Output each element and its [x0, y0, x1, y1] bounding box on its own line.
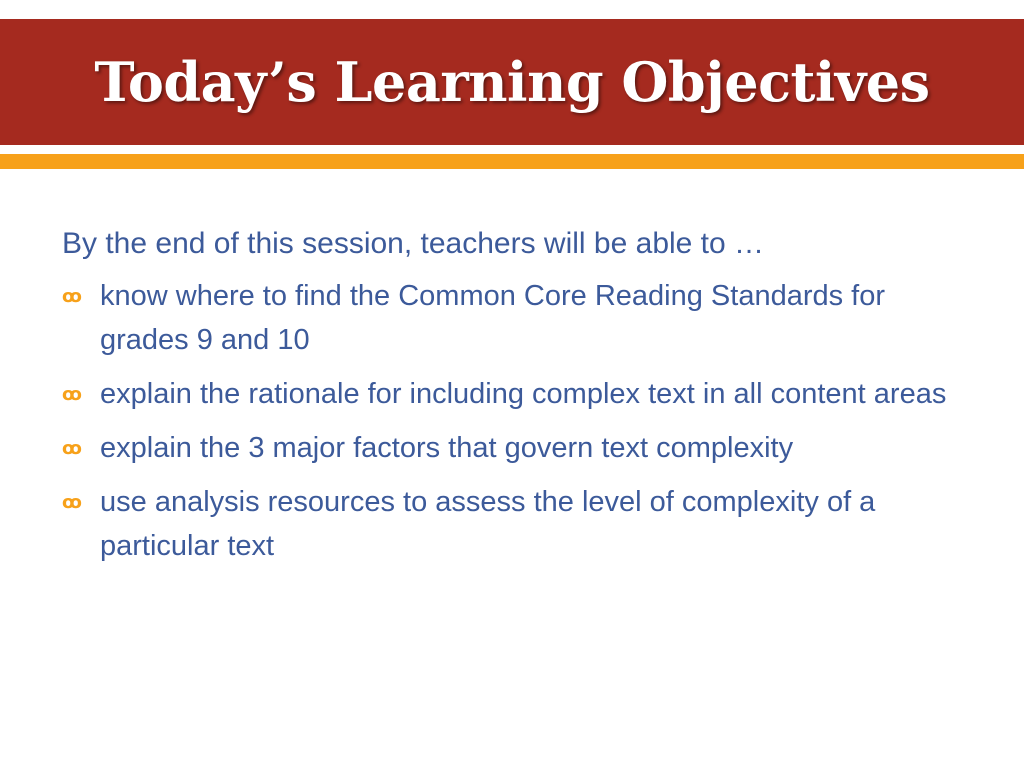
- objective-item: [62, 426, 972, 470]
- objective-item: [62, 480, 972, 568]
- swirl-bullet-icon: ꝏ: [62, 384, 79, 405]
- swirl-bullet-icon: ꝏ: [62, 286, 79, 307]
- intro-text: By the end of this session, teachers will be able to …: [62, 227, 765, 260]
- slide-body: [62, 224, 972, 578]
- objective-text: explain the 3 major factors that govern text complexity: [100, 432, 794, 464]
- objective-list: [62, 274, 972, 568]
- objective-text: know where to find the Common Core Reading Standards for grades 9 and 10: [100, 280, 886, 356]
- title-band: [0, 19, 1024, 145]
- objective-text: explain the rationale for including complex text in all content areas: [100, 378, 947, 410]
- slide-title: Today’s Learning Objectives: [94, 50, 930, 114]
- accent-rule: [0, 154, 1024, 169]
- objective-item: [62, 372, 972, 416]
- swirl-bullet-icon: ꝏ: [62, 492, 79, 513]
- objective-text: use analysis resources to assess the level of complexity of a particular text: [100, 486, 876, 562]
- objective-item: [62, 274, 972, 362]
- swirl-bullet-icon: ꝏ: [62, 438, 79, 459]
